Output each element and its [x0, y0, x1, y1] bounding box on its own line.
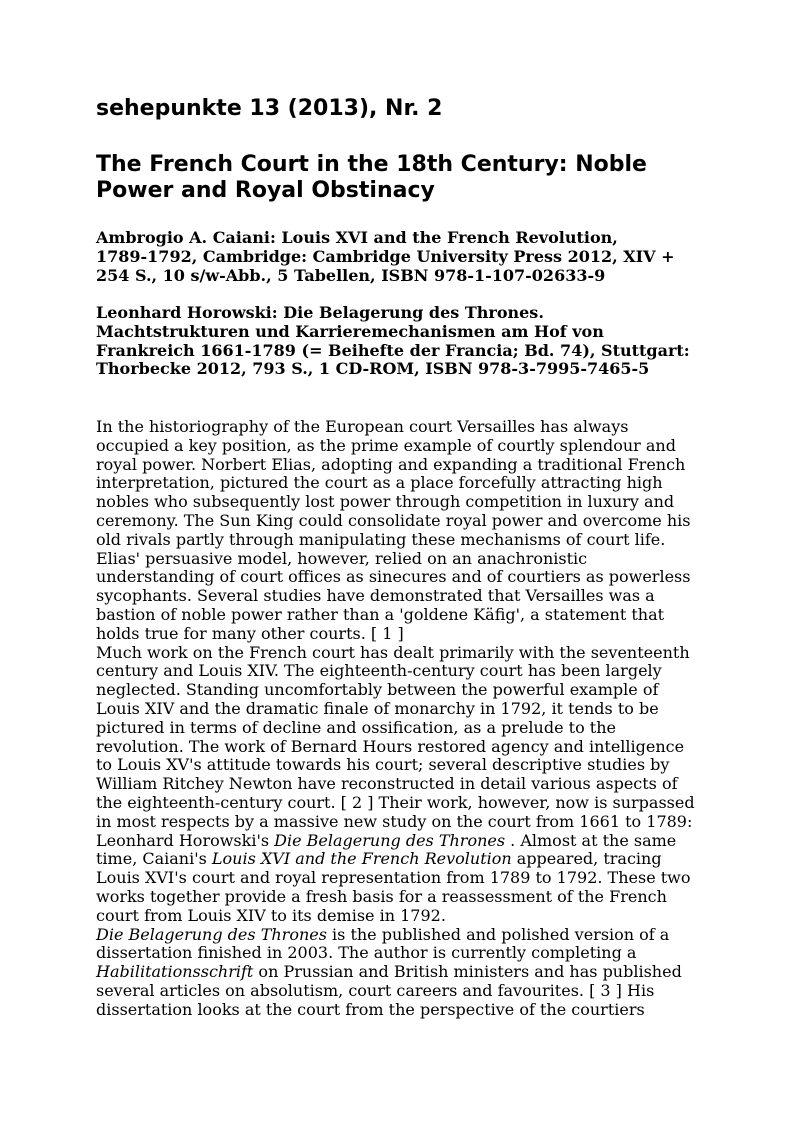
body-line: occupied a key position, as the prime example of courtly splendour and: [96, 435, 676, 455]
title-line: Power and Royal Obstinacy: [96, 178, 435, 203]
title-line: The French Court in the 18th Century: Noble: [96, 152, 647, 177]
body-line: court from Louis XIV to its demise in 1792.: [96, 905, 446, 925]
reference-line: Leonhard Horowski: Die Belagerung des Thrones.: [96, 303, 544, 322]
body-text: Leonhard Horowski's: [96, 830, 275, 850]
body-text: on Prussian and British ministers and has published: [253, 962, 682, 982]
body-line: holds true for many other courts. [ 1 ]: [96, 623, 404, 643]
reference-line: Machtstrukturen und Karrieremechanismen am Hof von: [96, 321, 604, 341]
paragraph-3: [96, 926, 716, 1020]
body-line: interpretation, pictured the court as a place forcefully attracting high: [96, 473, 663, 493]
book-reference-horowski: [96, 304, 716, 379]
body-line: In the historiography of the European court Versailles has always: [96, 417, 629, 436]
body-line: revolution. The work of Bernard Hours restored agency and intelligence: [96, 736, 685, 756]
body-line: Elias' persuasive model, however, relied on an anachronistic: [96, 548, 588, 568]
reference-line: Ambrogio A. Caiani: Louis XVI and the French Revolution,: [96, 228, 618, 247]
book-title-italic: Louis XVI and the French Revolution: [211, 849, 512, 869]
review-title: [96, 152, 716, 204]
body-line: royal power. Norbert Elias, adopting and expanding a traditional French: [96, 454, 686, 474]
body-line: the eighteenth-century court. [ 2 ] Their work, however, now is surpassed: [96, 792, 695, 812]
body-line: Louis XIV and the dramatic finale of monarchy in 1792, it tends to be: [96, 698, 659, 718]
term-italic: Habilitationsschrift: [96, 962, 254, 982]
body-line: old rivals partly through manipulating these mechanisms of court life.: [96, 529, 666, 549]
reference-line: Frankreich 1661-1789 (= Beihefte der Francia; Bd. 74), Stuttgart:: [96, 340, 690, 360]
body-line: [96, 850, 716, 869]
body-line: bastion of noble power rather than a 'goldene Käfig', a statement that: [96, 604, 665, 624]
book-title-italic: Die Belagerung des Thrones: [274, 830, 506, 850]
book-reference-caiani: [96, 229, 716, 285]
body-text: . Almost at the same: [505, 830, 677, 850]
body-line: nobles who subsequently lost power through competition in luxury and: [96, 492, 675, 512]
body-line: dissertation looks at the court from the perspective of the courtiers: [96, 999, 645, 1019]
body-line: century and Louis XIV. The eighteenth-century court has been largely: [96, 661, 662, 681]
body-text: appeared, tracing: [511, 849, 662, 869]
body-text: is the published and polished version of a: [326, 924, 670, 944]
body-line: ceremony. The Sun King could consolidate royal power and overcome his: [96, 510, 691, 530]
paragraph-2: [96, 644, 716, 926]
body-line: understanding of court offices as sinecures and of courtiers as powerless: [96, 567, 691, 587]
body-line: dissertation finished in 2003. The author is currently completing a: [96, 943, 637, 963]
book-title-italic: Die Belagerung des Thrones: [96, 924, 327, 944]
body-line: [96, 963, 716, 982]
body-line: neglected. Standing uncomfortably between the powerful example of: [96, 680, 659, 700]
body-line: William Ritchey Newton have reconstructed in detail various aspects of: [96, 774, 678, 794]
body-line: Louis XVI's court and royal representation from 1789 to 1792. These two: [96, 868, 691, 888]
reference-line: 254 S., 10 s/w-Abb., 5 Tabellen, ISBN 978-1-107-02633-9: [96, 265, 606, 285]
body-line: Much work on the French court has dealt primarily with the seventeenth: [96, 642, 690, 662]
review-body: [96, 418, 716, 1020]
reference-line: 1789-1792, Cambridge: Cambridge University Press 2012, XIV +: [96, 246, 675, 266]
body-line: to Louis XV's attitude towards his court; several descriptive studies by: [96, 755, 670, 775]
body-line: works together provide a fresh basis for a reassessment of the French: [96, 886, 667, 906]
body-line: [96, 926, 716, 945]
body-line: [96, 832, 716, 851]
body-line: several articles on absolutism, court careers and favourites. [ 3 ] His: [96, 980, 655, 1000]
reference-line: Thorbecke 2012, 793 S., 1 CD-ROM, ISBN 978-3-7995-7465-5: [96, 359, 650, 379]
journal-issue: sehepunkte 13 (2013), Nr. 2: [96, 96, 443, 121]
body-line: pictured in terms of decline and ossification, as a prelude to the: [96, 717, 616, 737]
paragraph-1: [96, 418, 716, 644]
body-line: sycophants. Several studies have demonstrated that Versailles was a: [96, 586, 655, 606]
body-line: in most respects by a massive new study on the court from 1661 to 1789:: [96, 811, 693, 831]
body-text: time, Caiani's: [96, 849, 212, 869]
